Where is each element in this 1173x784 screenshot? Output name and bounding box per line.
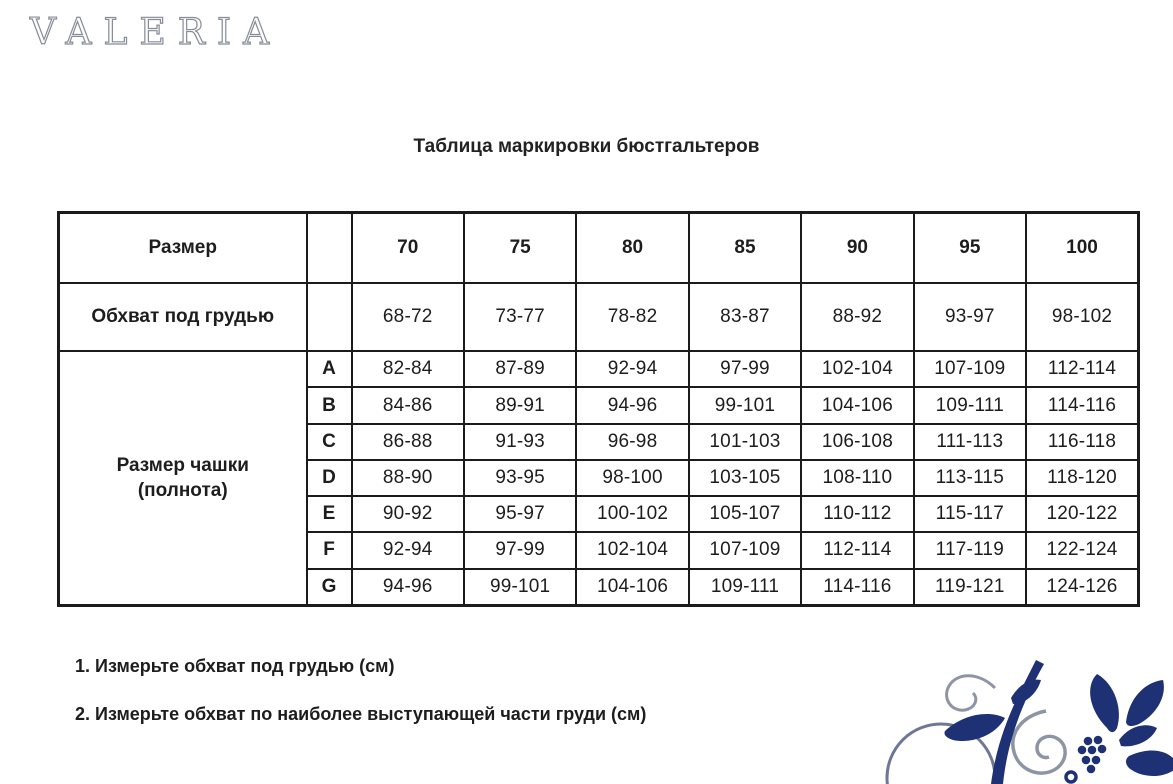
- underbust-value-cell: 98-102: [1026, 283, 1138, 351]
- cup-value-cell: 112-114: [801, 532, 913, 568]
- floral-flourish-icon: [883, 656, 1173, 784]
- brand-logo: VALERIA: [30, 12, 282, 53]
- cup-value-cell: 102-104: [801, 351, 913, 387]
- cup-letter-cell: G: [307, 569, 352, 606]
- cup-value-cell: 89-91: [464, 387, 576, 423]
- cup-value-cell: 105-107: [689, 496, 801, 532]
- cup-value-cell: 115-117: [914, 496, 1026, 532]
- size-column-header: 85: [689, 213, 801, 284]
- underbust-value-cell: 68-72: [352, 283, 464, 351]
- cup-value-cell: 82-84: [352, 351, 464, 387]
- cup-value-cell: 87-89: [464, 351, 576, 387]
- cup-value-cell: 94-96: [576, 387, 688, 423]
- cup-size-label-cell: [59, 351, 307, 605]
- underbust-row: [59, 283, 1139, 351]
- cup-value-cell: 84-86: [352, 387, 464, 423]
- cup-value-cell: 110-112: [801, 496, 913, 532]
- cup-letter-cell: F: [307, 532, 352, 568]
- cup-value-cell: 88-90: [352, 460, 464, 496]
- cup-value-cell: 109-111: [689, 569, 801, 606]
- size-column-header: 80: [576, 213, 688, 284]
- cup-value-cell: 97-99: [689, 351, 801, 387]
- cup-row: [59, 351, 1139, 387]
- cup-value-cell: 86-88: [352, 424, 464, 460]
- size-column-header: 75: [464, 213, 576, 284]
- cup-value-cell: 102-104: [576, 532, 688, 568]
- cup-value-cell: 114-116: [801, 569, 913, 606]
- bra-size-table: [57, 211, 1140, 607]
- cup-size-label-line1: Размер чашки: [116, 454, 249, 476]
- measuring-instructions: [75, 656, 646, 752]
- cup-value-cell: 96-98: [576, 424, 688, 460]
- cup-value-cell: 111-113: [914, 424, 1026, 460]
- cup-value-cell: 120-122: [1026, 496, 1138, 532]
- cup-size-label-line2: (полнота): [137, 480, 228, 502]
- cup-letter-cell: D: [307, 460, 352, 496]
- cup-value-cell: 106-108: [801, 424, 913, 460]
- underbust-label-cell: Обхват под грудью: [59, 283, 307, 351]
- cup-value-cell: 92-94: [352, 532, 464, 568]
- cup-value-cell: 108-110: [801, 460, 913, 496]
- cup-value-cell: 122-124: [1026, 532, 1138, 568]
- page-title: Таблица маркировки бюстгальтеров: [413, 136, 760, 157]
- size-column-header: 90: [801, 213, 913, 284]
- size-column-header: 70: [352, 213, 464, 284]
- cup-rows-body: [59, 351, 1139, 605]
- cup-letter-cell: A: [307, 351, 352, 387]
- cup-value-cell: 97-99: [464, 532, 576, 568]
- cup-value-cell: 95-97: [464, 496, 576, 532]
- size-column-header: 100: [1026, 213, 1138, 284]
- instruction-step-2: 2. Измерьте обхват по наиболее выступающей части груди (см): [75, 704, 647, 724]
- cup-value-cell: 112-114: [1026, 351, 1138, 387]
- header-row: [59, 213, 1139, 284]
- cup-value-cell: 114-116: [1026, 387, 1138, 423]
- cup-value-cell: 99-101: [689, 387, 801, 423]
- cup-value-cell: 103-105: [689, 460, 801, 496]
- cup-value-cell: 92-94: [576, 351, 688, 387]
- cup-value-cell: 98-100: [576, 460, 688, 496]
- cup-value-cell: 93-95: [464, 460, 576, 496]
- cup-letter-cell: C: [307, 424, 352, 460]
- underbust-value-cell: 88-92: [801, 283, 913, 351]
- cup-value-cell: 117-119: [914, 532, 1026, 568]
- underbust-value-cell: 83-87: [689, 283, 801, 351]
- cup-value-cell: 90-92: [352, 496, 464, 532]
- instruction-step-1: 1. Измерьте обхват под грудью (см): [75, 656, 395, 676]
- cup-value-cell: 101-103: [689, 424, 801, 460]
- underbust-value-cell: 78-82: [576, 283, 688, 351]
- cup-value-cell: 104-106: [576, 569, 688, 606]
- floral-flourish-ornament: [883, 656, 1173, 784]
- size-label-cell: Размер: [59, 213, 307, 284]
- cup-value-cell: 100-102: [576, 496, 688, 532]
- size-column-header: 95: [914, 213, 1026, 284]
- underbust-empty-cell: [307, 283, 352, 351]
- cup-value-cell: 107-109: [914, 351, 1026, 387]
- underbust-value-cell: 73-77: [464, 283, 576, 351]
- cup-value-cell: 107-109: [689, 532, 801, 568]
- cup-value-cell: 109-111: [914, 387, 1026, 423]
- cup-value-cell: 118-120: [1026, 460, 1138, 496]
- cup-value-cell: 116-118: [1026, 424, 1138, 460]
- cup-letter-cell: E: [307, 496, 352, 532]
- cup-value-cell: 104-106: [801, 387, 913, 423]
- cup-value-cell: 91-93: [464, 424, 576, 460]
- cup-value-cell: 99-101: [464, 569, 576, 606]
- cup-letter-cell: B: [307, 387, 352, 423]
- cup-value-cell: 119-121: [914, 569, 1026, 606]
- cup-value-cell: 94-96: [352, 569, 464, 606]
- cup-value-cell: 113-115: [914, 460, 1026, 496]
- cup-value-cell: 124-126: [1026, 569, 1138, 606]
- header-empty-cell: [307, 213, 352, 284]
- underbust-value-cell: 93-97: [914, 283, 1026, 351]
